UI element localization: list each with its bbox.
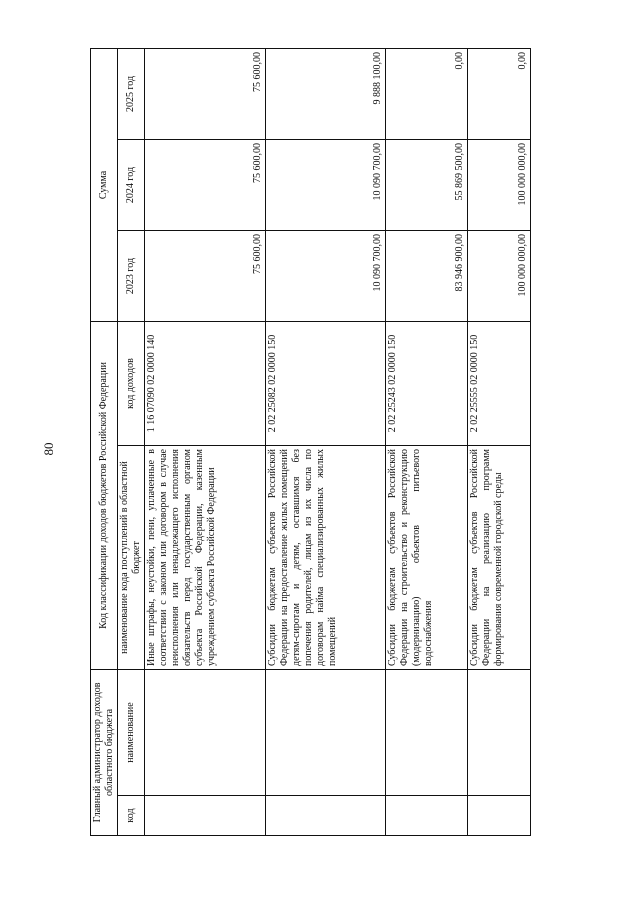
admin-code-cell [468, 796, 531, 836]
header-admin-group: Главный администратор доходов областного бюджета [91, 670, 118, 836]
income-code-cell: 2 02 25082 02 0000 150 [265, 321, 386, 445]
sum-2024-cell: 75 600,00 [145, 139, 266, 230]
income-code-cell: 1 16 07090 02 0000 140 [145, 321, 266, 445]
table-row [145, 48, 266, 835]
sum-2025-cell: 75 600,00 [145, 48, 266, 139]
income-name-cell: Субсидии бюджетам субъектов Российской Федерации на предоставление жилых помещений детям-сиротам и детям, оставшимся без попечения родителей, лицам из их числа по договорам найма специализированных жилых помещений [265, 446, 386, 670]
table-row [265, 48, 386, 835]
admin-name-cell [386, 670, 468, 796]
income-name-cell: Субсидии бюджетам субъектов Российской Федерации на реализацию программ формирования современной городской среды [468, 446, 531, 670]
header-income-name: наименование кода поступлений в областной бюджет [118, 446, 145, 670]
sum-2025-cell: 0,00 [468, 48, 531, 139]
sum-2024-cell: 100 000 000,00 [468, 139, 531, 230]
page-number: 80 [41, 442, 56, 456]
table-row [468, 48, 531, 835]
sum-2024-cell: 10 090 700,00 [265, 139, 386, 230]
header-admin-code: код [118, 796, 145, 836]
admin-name-cell [265, 670, 386, 796]
header-sum-group: Сумма [91, 48, 118, 321]
admin-code-cell [386, 796, 468, 836]
sum-2025-cell: 9 888 100,00 [265, 48, 386, 139]
sum-2023-cell: 100 000 000,00 [468, 230, 531, 321]
header-year-2025: 2025 год [118, 48, 145, 139]
income-name-cell: Субсидии бюджетам субъектов Российской Федерации на строительство и реконструкцию (модернизацию) объектов питьевого водоснабжения [386, 446, 468, 670]
admin-code-cell [265, 796, 386, 836]
header-income-code: код доходов [118, 321, 145, 445]
income-name-cell: Иные штрафы, неустойки, пени, уплаченные в соответствии с законом или договором в случае неисполнения или ненадлежащего исполнения обязательств перед государственным органом субъекта Российской Федерации, казенным учреждением субъекта Российской Федерации [145, 446, 266, 670]
admin-code-cell [145, 796, 266, 836]
table-row [386, 48, 468, 835]
header-classification-group: Код классификации доходов бюджетов Российской Федерации [91, 321, 118, 669]
admin-name-cell [145, 670, 266, 796]
budget-table-rotated [90, 49, 531, 836]
income-code-cell: 2 02 25555 02 0000 150 [468, 321, 531, 445]
header-admin-name: наименование [118, 670, 145, 796]
sum-2024-cell: 55 869 500,00 [386, 139, 468, 230]
sum-2023-cell: 75 600,00 [145, 230, 266, 321]
income-code-cell: 2 02 25243 02 0000 150 [386, 321, 468, 445]
header-year-2023: 2023 год [118, 230, 145, 321]
sum-2023-cell: 10 090 700,00 [265, 230, 386, 321]
sum-2025-cell: 0,00 [386, 48, 468, 139]
header-year-2024: 2024 год [118, 139, 145, 230]
admin-name-cell [468, 670, 531, 796]
sum-2023-cell: 83 946 900,00 [386, 230, 468, 321]
budget-income-table [90, 48, 531, 836]
